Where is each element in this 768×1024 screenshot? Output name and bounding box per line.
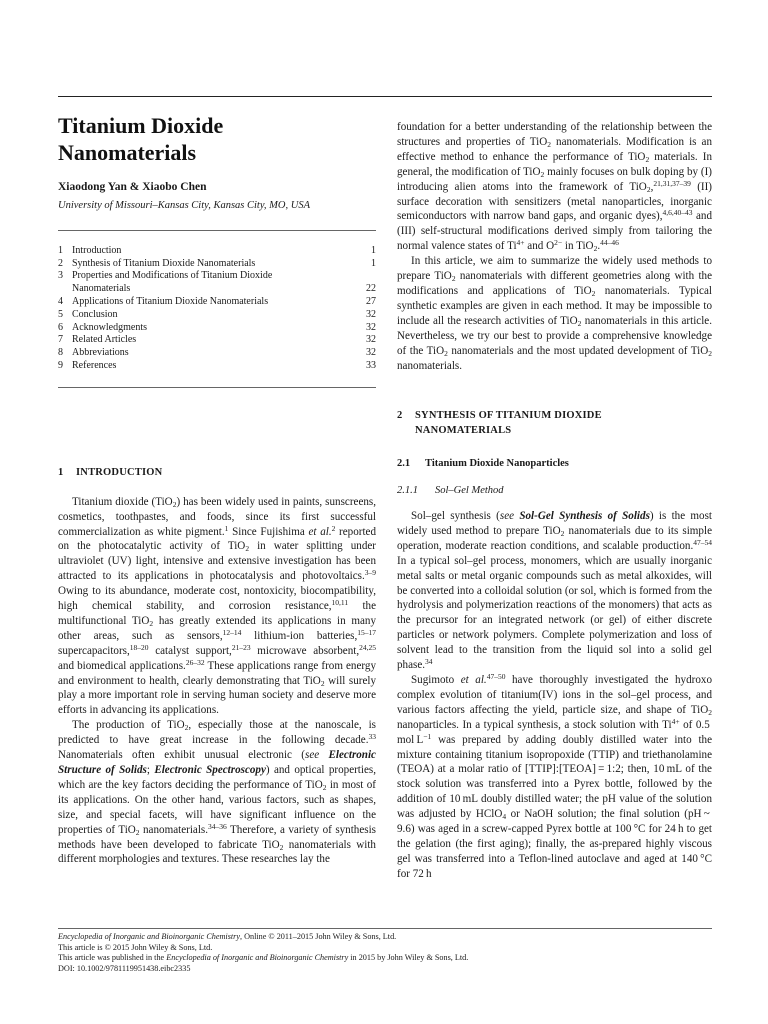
toc-item xyxy=(58,309,376,322)
toc-item-title: Applications of Titanium Dioxide Nanomaterials xyxy=(72,296,269,307)
toc-item-num: 1 xyxy=(58,244,63,256)
toc-item-num xyxy=(58,283,72,296)
toc-item-num: 7 xyxy=(58,334,63,346)
toc-item xyxy=(58,334,376,347)
right-column xyxy=(397,120,712,882)
toc-item-page: 32 xyxy=(366,334,376,346)
toc-item-num: 4 xyxy=(58,296,63,307)
sol-gel-paragraph-2: Sugimoto et al.$^{47-50}$ have thoroughly investigated the hydroxo complex evolution of titanium(IV) ions in the sol–gel process, and various factors affecting the yield, particle size, and shape of TiO$_2$ nanoparticles. In a typical synthesis, a stock solution with $Ti^{4+}$ of 0.5 mol $L^{-1}$ was prepared by adding doubly distilled water into the mixture containing titanium isopropoxide (TTIP) and triethanolamine (TEOA) at a molar ratio of [TTIP]:[TEOA] = 1:2; then, 10 mL of the stock solution was transferred into a Pyrex bottle, followed by the addition of 10 mL doubly distilled water; the pH value of the solution was adjusted by HClO$_4$ or NaOH solution; the final solution (pH ~ 9.6) was aged in a screw-capped Pyrex bottle at 100 °C for 24 h to get the gelation (the first aging); finally, the as-prepared highly viscous gel was transferred into a Teflon-lined autoclave and aged at 140 °C for 72 h xyxy=(397,672,712,880)
toc-item-page: 32 xyxy=(366,321,376,333)
toc-item xyxy=(58,270,376,283)
footer-copyright-article: This article is © 2015 John Wiley & Sons, Ltd. xyxy=(58,942,213,952)
toc-item xyxy=(58,347,376,360)
subsubsection-heading-sol-gel: 2.1.1 Sol–Gel Method xyxy=(397,485,504,497)
title-line-1: Titanium Dioxide xyxy=(58,113,224,138)
toc-item xyxy=(58,322,376,335)
toc-item xyxy=(58,245,376,258)
toc-item xyxy=(58,296,376,309)
toc-item-num: 2 xyxy=(58,257,63,269)
toc-item-title: Synthesis of Titanium Dioxide Nanomaterials xyxy=(72,257,256,269)
toc-item-title: References xyxy=(72,359,117,371)
top-rule xyxy=(58,96,712,97)
intro-paragraph-2: The production of TiO$_2$, especially those at the nanoscale, is predicted to have great increase in the following decade.$^{33}$ Nanomaterials often exhibit unusual electronic (see Electronic Structure of Solids; Electronic Spectroscopy) and optical properties, which are the key factors deciding the performance of TiO$_2$ in most of its applications. On the other hand, various factors, such as shapes, size, and special facets, will have significant influence on the properties of TiO$_2$ nanomaterials.$^{34-36}$ Therefore, a variety of synthesis methods have been developed to fabricate TiO$_2$ nanomaterials with different morphologies and textures. These researches lay the xyxy=(58,719,377,866)
section-heading-synthesis: 2 SYNTHESIS OF TITANIUM DIOXIDE NANOMATERIALS xyxy=(397,410,602,437)
toc-item-page: 22 xyxy=(366,283,376,295)
title-line-2: Nanomaterials xyxy=(58,140,197,165)
toc-item-num: 3 xyxy=(58,270,63,282)
subsection-heading-nanoparticles: 2.1 Titanium Dioxide Nanoparticles xyxy=(397,458,569,470)
intro-paragraph-1: Titanium dioxide (TiO$_2$) has been widely used in paints, sunscreens, cosmetics, toothpastes, and foods, since its first successful commercialization as white pigment.$^1$ Since Fujishima et al.$^2$ reported on the photocatalytic activity of TiO$_2$ in water splitting under ultraviolet (UV) light, intensive and extensive investigation has been attracted to its applications in photocatalysis and photovoltaics.$^{3-9}$ Owing to its abundance, moderate cost, nontoxicity, biocompatibility, high chemical stability, and corrosion resistance,$^{10,11}$ the multifunctional TiO$_2$ has greatly extended its applications in many other areas, such as sensors,$^{12-14}$ lithium-ion batteries,$^{15-17}$ supercapacitors,$^{18-20}$ catalyst support,$^{21-23}$ microwave absorbent,$^{24,25}$ and biomedical applications.$^{26-32}$ These applications range from energy and environment to health, clearly demonstrating that TiO$_2$ will surely play a more important role in serving human society and deserve more efforts in advancing its applications. xyxy=(58,495,377,717)
toc-item-title: Properties and Modifications of Titanium Dioxide xyxy=(72,270,273,282)
toc-item-page: 27 xyxy=(366,296,376,307)
footer-doi: DOI: 10.1002/9781119951438.eibc2335 xyxy=(58,963,191,973)
toc-item-title: Acknowledgments xyxy=(72,321,147,333)
toc-item-title: Abbreviations xyxy=(72,347,129,359)
authors: Xiaodong Yan & Xiaobo Chen xyxy=(58,181,207,193)
affiliation: University of Missouri–Kansas City, Kansas City, MO, USA xyxy=(58,199,311,211)
toc-item-title: Introduction xyxy=(72,244,122,256)
toc-item-page: 1 xyxy=(371,244,376,256)
sol-gel-paragraph-1: Sol–gel synthesis (see Sol-Gel Synthesis of Solids) is the most widely used method to prepare TiO$_2$ nanomaterials due to its simple operation, moderate reaction conditions, and scalable production.$^{47-54}$ In a typical sol–gel process, monomers, which are usually inorganic metal salts or metal organic compounds such as metal alkoxides, will be converted into a colloidal solution (or sol, which is formed from the hydrolysis and polymerization reactions of the monomers) that acts as the precursor for an integrated network (or gel) of either discrete particles or network polymers. Complete polymerization and loss of solvent lead to the transition from the liquid sol into a solid gel phase.$^{34}$ xyxy=(397,510,712,672)
footer-copyright-encyclopedia: Encyclopedia of Inorganic and Bioinorganic Chemistry, Online © 2011–2015 John Wiley & Sons, Ltd. xyxy=(58,932,397,941)
toc-item xyxy=(58,360,376,373)
toc-item-page xyxy=(356,270,376,283)
intro-paragraph-2-continued: foundation for a better understanding of the relationship between the structures and properties of TiO$_2$ nanomaterials. Modification is an effective method to enhance the performance of TiO$_2$ materials. In general, the modification of TiO$_2$ mainly focuses on bulk doping by (I) introducing alien atoms into the framework of TiO$_2$,$^{21,31,37-39}$ (II) surface decoration with sensitizers (metal nanoparticles, inorganic semiconductors with narrow band gaps, and organic dyes),$^{4,6,40-43}$ and (III) self-structural modifications derived simply from tailoring the normal valence states of $Ti^{4+}$ and $O^{2-}$ in TiO$_2$.$^{44-46}$ xyxy=(397,121,713,254)
toc-item-num: 9 xyxy=(58,359,63,371)
footer-rule xyxy=(58,928,712,929)
toc-item-page: 32 xyxy=(366,308,376,320)
toc-item-page: 32 xyxy=(366,347,376,359)
toc-top-rule xyxy=(58,230,376,231)
table-of-contents xyxy=(58,245,376,373)
toc-item-title: Nanomaterials xyxy=(72,283,131,295)
toc-item-num: 5 xyxy=(58,308,63,320)
page-footer xyxy=(58,928,712,974)
toc-item xyxy=(58,258,376,271)
article-title xyxy=(58,112,376,166)
toc-item-page: 33 xyxy=(366,359,376,371)
left-column xyxy=(58,112,376,867)
toc-item-title: Conclusion xyxy=(72,308,118,320)
intro-paragraph-3: In this article, we aim to summarize the widely used methods to prepare TiO$_2$ nanomaterials with different geometries along with the modifications and applications of TiO$_2$ nanomaterials. Typical synthetic examples are given in each method. It may be impossible to include all the research activities of TiO$_2$ nanomaterials in this article. Nevertheless, we try our best to provide a comprehensive knowledge of the TiO$_2$ nanomaterials and the most updated development of TiO$_2$ nanomaterials. xyxy=(397,255,713,372)
toc-item-title: Related Articles xyxy=(72,334,137,346)
footer-publication-note: This article was published in the Encyclopedia of Inorganic and Bioinorganic Chemistry in 2015 by John Wiley & Sons, Ltd. xyxy=(58,953,469,962)
toc-item-page: 1 xyxy=(371,257,376,269)
toc-item-num: 8 xyxy=(58,347,63,359)
toc-item-num: 6 xyxy=(58,321,63,333)
toc-item xyxy=(58,283,376,296)
section-heading-introduction: 1 INTRODUCTION xyxy=(58,466,163,478)
